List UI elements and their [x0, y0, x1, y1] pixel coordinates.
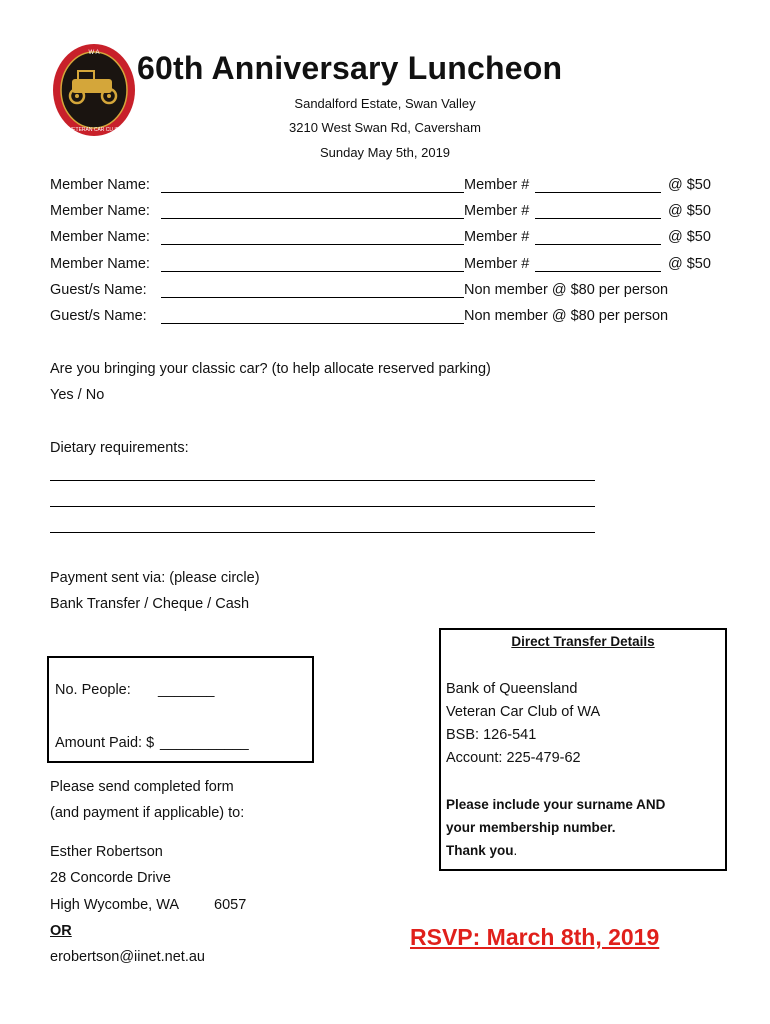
event-date: Sunday May 5th, 2019 — [319, 145, 451, 160]
dietary-line[interactable] — [50, 480, 595, 481]
member-name-label: Member Name: — [50, 203, 150, 219]
svg-text:W A: W A — [88, 50, 100, 56]
member-name-label: Member Name: — [50, 256, 150, 272]
dietary-line[interactable] — [50, 506, 595, 507]
guest-name-label: Guest/s Name: — [50, 282, 147, 298]
rsvp-date: RSVP: March 8th, 2019 — [410, 924, 660, 950]
member-number-label: Member # — [464, 203, 530, 219]
guest-row — [50, 308, 730, 328]
member-number-label: Member # — [464, 177, 530, 193]
transfer-note-line1: Please include your surname AND — [446, 797, 666, 812]
recipient-postcode: 6057 — [214, 897, 247, 913]
member-price: @ $50 — [668, 229, 711, 245]
people-field[interactable]: _______ — [158, 682, 215, 698]
member-name-field[interactable] — [161, 244, 464, 245]
guest-row — [50, 282, 730, 302]
member-price: @ $50 — [668, 203, 711, 219]
member-price: @ $50 — [668, 177, 711, 193]
guest-price-note: Non member @ $80 per person — [464, 282, 669, 298]
transfer-note-line2: your membership number. — [446, 820, 616, 835]
page-title: 60th Anniversary Luncheon — [137, 50, 563, 86]
member-number-label: Member # — [464, 256, 530, 272]
member-number-field[interactable] — [535, 244, 661, 245]
member-number-field[interactable] — [535, 271, 661, 272]
recipient-street: 28 Concorde Drive — [50, 870, 171, 886]
payment-options[interactable]: Bank Transfer / Cheque / Cash — [50, 596, 250, 612]
venue-name: Sandalford Estate, Swan Valley — [294, 96, 476, 111]
member-price: @ $50 — [668, 256, 711, 272]
dietary-line[interactable] — [50, 532, 595, 533]
car-options[interactable]: Yes / No — [50, 387, 105, 403]
recipient-name: Esther Robertson — [50, 844, 163, 860]
venue-address: 3210 West Swan Rd, Caversham — [289, 120, 481, 135]
member-number-field[interactable] — [535, 192, 661, 193]
thank-you-period: . — [513, 843, 518, 858]
send-instruction-line1: Please send completed form — [50, 779, 234, 795]
guest-name-field[interactable] — [161, 323, 464, 324]
account-number: Account: 225-479-62 — [446, 750, 581, 766]
member-name-label: Member Name: — [50, 229, 150, 245]
member-name-field[interactable] — [161, 218, 464, 219]
svg-text:VETERAN CAR CLUB: VETERAN CAR CLUB — [68, 127, 120, 133]
dietary-label: Dietary requirements: — [50, 440, 189, 456]
amount-label: Amount Paid: $ — [55, 735, 155, 751]
thank-you-text: Thank you — [446, 843, 514, 858]
recipient-suburb: High Wycombe, WA — [50, 897, 180, 913]
guest-name-field[interactable] — [161, 297, 464, 298]
member-name-label: Member Name: — [50, 177, 150, 193]
member-number-label: Member # — [464, 229, 530, 245]
people-label: No. People: — [55, 682, 131, 698]
member-name-field[interactable] — [161, 271, 464, 272]
summary-box — [47, 656, 314, 763]
send-instruction-line2: (and payment if applicable) to: — [50, 805, 245, 821]
member-row — [50, 229, 730, 249]
amount-field[interactable]: ___________ — [160, 735, 249, 751]
transfer-note-line3 — [446, 843, 517, 858]
transfer-heading: Direct Transfer Details — [511, 634, 655, 649]
member-name-field[interactable] — [161, 192, 464, 193]
transfer-details-box — [439, 628, 727, 871]
guest-price-note: Non member @ $80 per person — [464, 308, 669, 324]
bank-name: Bank of Queensland — [446, 681, 578, 697]
car-question: Are you bringing your classic car? (to help allocate reserved parking) — [50, 361, 491, 377]
member-row — [50, 203, 730, 223]
member-row — [50, 256, 730, 276]
guest-name-label: Guest/s Name: — [50, 308, 147, 324]
member-number-field[interactable] — [535, 218, 661, 219]
bsb-number: BSB: 126-541 — [446, 727, 537, 743]
payment-label: Payment sent via: (please circle) — [50, 570, 260, 586]
member-row — [50, 177, 730, 197]
or-label: OR — [50, 923, 72, 939]
recipient-email[interactable]: erobertson@iinet.net.au — [50, 949, 205, 965]
account-name: Veteran Car Club of WA — [446, 704, 601, 720]
